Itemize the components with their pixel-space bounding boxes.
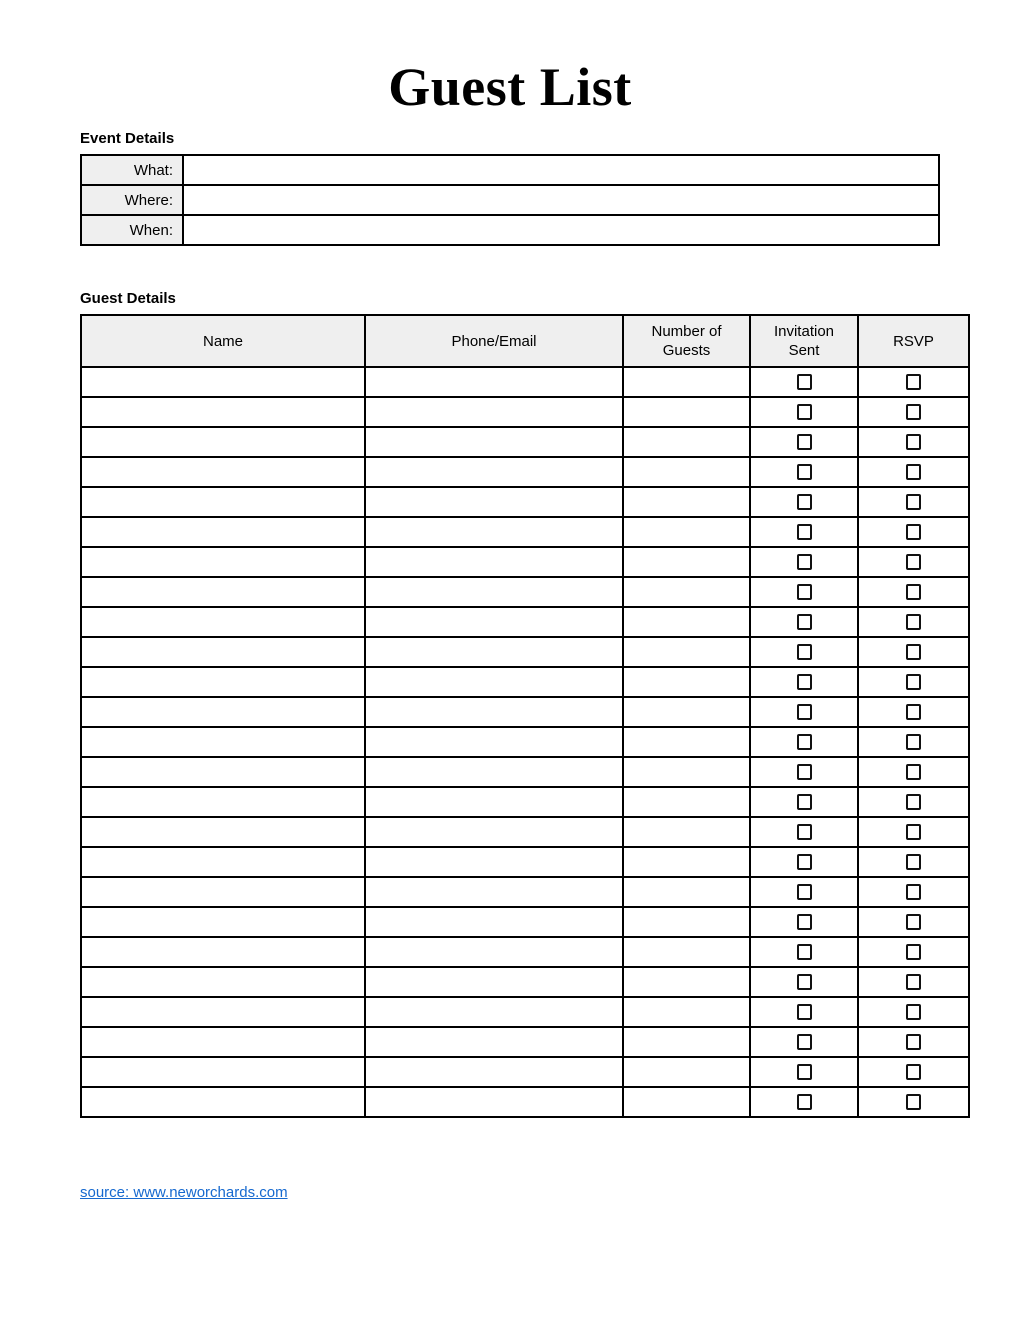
rsvp-checkbox-cell[interactable] xyxy=(858,577,969,607)
checkbox-unchecked-icon[interactable] xyxy=(906,644,921,660)
guests-cell[interactable] xyxy=(623,727,750,757)
table-row xyxy=(81,1027,969,1057)
name-cell[interactable] xyxy=(81,547,365,577)
contact-cell[interactable] xyxy=(365,937,623,967)
table-row xyxy=(81,907,969,937)
rsvp-checkbox-cell[interactable] xyxy=(858,817,969,847)
contact-cell[interactable] xyxy=(365,397,623,427)
rsvp-checkbox-cell[interactable] xyxy=(858,1027,969,1057)
table-row xyxy=(81,877,969,907)
table-row xyxy=(81,817,969,847)
rsvp-checkbox-cell[interactable] xyxy=(858,397,969,427)
name-cell[interactable] xyxy=(81,697,365,727)
rsvp-checkbox-cell[interactable] xyxy=(858,457,969,487)
contact-cell[interactable] xyxy=(365,1027,623,1057)
event-details-table xyxy=(80,154,940,246)
name-cell[interactable] xyxy=(81,907,365,937)
invite-checkbox-cell[interactable] xyxy=(750,547,858,577)
guests-cell[interactable] xyxy=(623,1057,750,1087)
contact-cell[interactable] xyxy=(365,817,623,847)
contact-cell[interactable] xyxy=(365,457,623,487)
name-cell[interactable] xyxy=(81,637,365,667)
invite-checkbox-cell[interactable] xyxy=(750,787,858,817)
checkbox-unchecked-icon[interactable] xyxy=(797,1034,812,1050)
contact-cell[interactable] xyxy=(365,787,623,817)
name-cell[interactable] xyxy=(81,877,365,907)
table-row xyxy=(81,1087,969,1117)
event-detail-row xyxy=(81,155,939,185)
table-row xyxy=(81,517,969,547)
source-link[interactable]: source: www.neworchards.com xyxy=(80,1184,288,1201)
invite-checkbox-cell[interactable] xyxy=(750,967,858,997)
checkbox-unchecked-icon[interactable] xyxy=(797,494,812,510)
table-row xyxy=(81,667,969,697)
guest-table-header-rsvp: RSVP xyxy=(858,315,969,367)
checkbox-unchecked-icon[interactable] xyxy=(906,614,921,630)
checkbox-unchecked-icon[interactable] xyxy=(906,854,921,870)
guests-cell[interactable] xyxy=(623,877,750,907)
rsvp-checkbox-cell[interactable] xyxy=(858,967,969,997)
event-detail-row xyxy=(81,215,939,245)
table-row xyxy=(81,757,969,787)
guests-cell[interactable] xyxy=(623,577,750,607)
event-details-heading: Event Details xyxy=(80,130,175,147)
name-cell[interactable] xyxy=(81,1087,365,1117)
table-row xyxy=(81,637,969,667)
contact-cell[interactable] xyxy=(365,967,623,997)
table-row xyxy=(81,997,969,1027)
guest-details-table xyxy=(80,314,970,1118)
table-row xyxy=(81,1057,969,1087)
table-row xyxy=(81,937,969,967)
guests-cell[interactable] xyxy=(623,397,750,427)
contact-cell[interactable] xyxy=(365,367,623,397)
guests-cell[interactable] xyxy=(623,1027,750,1057)
checkbox-unchecked-icon[interactable] xyxy=(797,1064,812,1080)
invite-checkbox-cell[interactable] xyxy=(750,847,858,877)
name-cell[interactable] xyxy=(81,367,365,397)
table-row xyxy=(81,847,969,877)
table-row xyxy=(81,697,969,727)
guests-cell[interactable] xyxy=(623,817,750,847)
checkbox-unchecked-icon[interactable] xyxy=(797,974,812,990)
name-cell[interactable] xyxy=(81,967,365,997)
rsvp-checkbox-cell[interactable] xyxy=(858,697,969,727)
table-row xyxy=(81,727,969,757)
name-cell[interactable] xyxy=(81,607,365,637)
guests-cell[interactable] xyxy=(623,427,750,457)
guests-cell[interactable] xyxy=(623,517,750,547)
invite-checkbox-cell[interactable] xyxy=(750,457,858,487)
invite-checkbox-cell[interactable] xyxy=(750,937,858,967)
invite-checkbox-cell[interactable] xyxy=(750,757,858,787)
invite-checkbox-cell[interactable] xyxy=(750,487,858,517)
rsvp-checkbox-cell[interactable] xyxy=(858,667,969,697)
invite-checkbox-cell[interactable] xyxy=(750,637,858,667)
checkbox-unchecked-icon[interactable] xyxy=(906,524,921,540)
contact-cell[interactable] xyxy=(365,667,623,697)
guests-cell[interactable] xyxy=(623,667,750,697)
checkbox-unchecked-icon[interactable] xyxy=(906,974,921,990)
name-cell[interactable] xyxy=(81,817,365,847)
name-cell[interactable] xyxy=(81,667,365,697)
invite-checkbox-cell[interactable] xyxy=(750,1027,858,1057)
rsvp-checkbox-cell[interactable] xyxy=(858,367,969,397)
checkbox-unchecked-icon[interactable] xyxy=(906,824,921,840)
rsvp-checkbox-cell[interactable] xyxy=(858,997,969,1027)
checkbox-unchecked-icon[interactable] xyxy=(797,644,812,660)
guests-cell[interactable] xyxy=(623,937,750,967)
guests-cell[interactable] xyxy=(623,847,750,877)
checkbox-unchecked-icon[interactable] xyxy=(906,674,921,690)
checkbox-unchecked-icon[interactable] xyxy=(906,1034,921,1050)
checkbox-unchecked-icon[interactable] xyxy=(797,884,812,900)
invite-checkbox-cell[interactable] xyxy=(750,667,858,697)
invite-checkbox-cell[interactable] xyxy=(750,877,858,907)
contact-cell[interactable] xyxy=(365,877,623,907)
rsvp-checkbox-cell[interactable] xyxy=(858,427,969,457)
checkbox-unchecked-icon[interactable] xyxy=(797,914,812,930)
event-detail-value-field[interactable] xyxy=(183,155,939,185)
rsvp-checkbox-cell[interactable] xyxy=(858,1087,969,1117)
checkbox-unchecked-icon[interactable] xyxy=(906,794,921,810)
checkbox-unchecked-icon[interactable] xyxy=(797,584,812,600)
rsvp-checkbox-cell[interactable] xyxy=(858,787,969,817)
guests-cell[interactable] xyxy=(623,697,750,727)
guests-cell[interactable] xyxy=(623,757,750,787)
contact-cell[interactable] xyxy=(365,517,623,547)
checkbox-unchecked-icon[interactable] xyxy=(797,464,812,480)
rsvp-checkbox-cell[interactable] xyxy=(858,757,969,787)
checkbox-unchecked-icon[interactable] xyxy=(906,494,921,510)
checkbox-unchecked-icon[interactable] xyxy=(797,374,812,390)
event-details-body xyxy=(81,155,939,245)
guest-table-head xyxy=(81,315,969,367)
name-cell[interactable] xyxy=(81,517,365,547)
checkbox-unchecked-icon[interactable] xyxy=(906,764,921,780)
checkbox-unchecked-icon[interactable] xyxy=(906,584,921,600)
invite-checkbox-cell[interactable] xyxy=(750,397,858,427)
guest-table-header-guests: Number of Guests xyxy=(623,315,750,367)
checkbox-unchecked-icon[interactable] xyxy=(906,434,921,450)
guests-cell[interactable] xyxy=(623,367,750,397)
guests-cell[interactable] xyxy=(623,547,750,577)
table-row xyxy=(81,487,969,517)
checkbox-unchecked-icon[interactable] xyxy=(906,554,921,570)
checkbox-unchecked-icon[interactable] xyxy=(797,1004,812,1020)
contact-cell[interactable] xyxy=(365,607,623,637)
invite-checkbox-cell[interactable] xyxy=(750,907,858,937)
guest-table-body xyxy=(81,367,969,1117)
checkbox-unchecked-icon[interactable] xyxy=(797,944,812,960)
checkbox-unchecked-icon[interactable] xyxy=(797,554,812,570)
rsvp-checkbox-cell[interactable] xyxy=(858,607,969,637)
contact-cell[interactable] xyxy=(365,547,623,577)
rsvp-checkbox-cell[interactable] xyxy=(858,937,969,967)
guest-table-header-contact: Phone/Email xyxy=(365,315,623,367)
invite-checkbox-cell[interactable] xyxy=(750,367,858,397)
invite-checkbox-cell[interactable] xyxy=(750,607,858,637)
table-row xyxy=(81,457,969,487)
guests-cell[interactable] xyxy=(623,787,750,817)
invite-checkbox-cell[interactable] xyxy=(750,1087,858,1117)
checkbox-unchecked-icon[interactable] xyxy=(797,434,812,450)
table-row xyxy=(81,397,969,427)
event-detail-row xyxy=(81,185,939,215)
table-row xyxy=(81,577,969,607)
guests-cell[interactable] xyxy=(623,997,750,1027)
guests-cell[interactable] xyxy=(623,607,750,637)
name-cell[interactable] xyxy=(81,427,365,457)
contact-cell[interactable] xyxy=(365,427,623,457)
invite-checkbox-cell[interactable] xyxy=(750,817,858,847)
checkbox-unchecked-icon[interactable] xyxy=(906,1064,921,1080)
guest-table-header-invite: Invitation Sent xyxy=(750,315,858,367)
name-cell[interactable] xyxy=(81,937,365,967)
checkbox-unchecked-icon[interactable] xyxy=(797,1094,812,1110)
page-title: Guest List xyxy=(388,57,632,117)
table-row xyxy=(81,547,969,577)
invite-checkbox-cell[interactable] xyxy=(750,577,858,607)
checkbox-unchecked-icon[interactable] xyxy=(797,794,812,810)
rsvp-checkbox-cell[interactable] xyxy=(858,727,969,757)
checkbox-unchecked-icon[interactable] xyxy=(906,464,921,480)
event-detail-label: What: xyxy=(81,155,183,185)
guest-details-heading: Guest Details xyxy=(80,290,176,307)
guest-table-header-name: Name xyxy=(81,315,365,367)
checkbox-unchecked-icon[interactable] xyxy=(797,824,812,840)
invite-checkbox-cell[interactable] xyxy=(750,997,858,1027)
rsvp-checkbox-cell[interactable] xyxy=(858,487,969,517)
rsvp-checkbox-cell[interactable] xyxy=(858,547,969,577)
table-row xyxy=(81,607,969,637)
checkbox-unchecked-icon[interactable] xyxy=(797,704,812,720)
checkbox-unchecked-icon[interactable] xyxy=(906,884,921,900)
contact-cell[interactable] xyxy=(365,637,623,667)
name-cell[interactable] xyxy=(81,1027,365,1057)
table-row xyxy=(81,967,969,997)
checkbox-unchecked-icon[interactable] xyxy=(906,374,921,390)
contact-cell[interactable] xyxy=(365,907,623,937)
invite-checkbox-cell[interactable] xyxy=(750,427,858,457)
rsvp-checkbox-cell[interactable] xyxy=(858,1057,969,1087)
checkbox-unchecked-icon[interactable] xyxy=(906,704,921,720)
guests-cell[interactable] xyxy=(623,907,750,937)
name-cell[interactable] xyxy=(81,997,365,1027)
table-row xyxy=(81,367,969,397)
invite-checkbox-cell[interactable] xyxy=(750,517,858,547)
checkbox-unchecked-icon[interactable] xyxy=(906,944,921,960)
name-cell[interactable] xyxy=(81,757,365,787)
name-cell[interactable] xyxy=(81,397,365,427)
guests-cell[interactable] xyxy=(623,457,750,487)
checkbox-unchecked-icon[interactable] xyxy=(797,734,812,750)
event-detail-value-field[interactable] xyxy=(183,185,939,215)
checkbox-unchecked-icon[interactable] xyxy=(797,674,812,690)
guests-cell[interactable] xyxy=(623,637,750,667)
name-cell[interactable] xyxy=(81,1057,365,1087)
checkbox-unchecked-icon[interactable] xyxy=(797,404,812,420)
guests-cell[interactable] xyxy=(623,967,750,997)
table-row xyxy=(81,427,969,457)
guests-cell[interactable] xyxy=(623,1087,750,1117)
guest-table-header-row xyxy=(81,315,969,367)
contact-cell[interactable] xyxy=(365,487,623,517)
contact-cell[interactable] xyxy=(365,1057,623,1087)
invite-checkbox-cell[interactable] xyxy=(750,1057,858,1087)
event-detail-label: Where: xyxy=(81,185,183,215)
contact-cell[interactable] xyxy=(365,997,623,1027)
contact-cell[interactable] xyxy=(365,577,623,607)
name-cell[interactable] xyxy=(81,727,365,757)
contact-cell[interactable] xyxy=(365,697,623,727)
checkbox-unchecked-icon[interactable] xyxy=(906,404,921,420)
checkbox-unchecked-icon[interactable] xyxy=(797,614,812,630)
checkbox-unchecked-icon[interactable] xyxy=(906,914,921,930)
checkbox-unchecked-icon[interactable] xyxy=(906,734,921,750)
checkbox-unchecked-icon[interactable] xyxy=(906,1094,921,1110)
checkbox-unchecked-icon[interactable] xyxy=(797,854,812,870)
guests-cell[interactable] xyxy=(623,487,750,517)
contact-cell[interactable] xyxy=(365,1087,623,1117)
rsvp-checkbox-cell[interactable] xyxy=(858,847,969,877)
contact-cell[interactable] xyxy=(365,757,623,787)
rsvp-checkbox-cell[interactable] xyxy=(858,907,969,937)
event-detail-label: When: xyxy=(81,215,183,245)
table-row xyxy=(81,787,969,817)
invite-checkbox-cell[interactable] xyxy=(750,697,858,727)
name-cell[interactable] xyxy=(81,787,365,817)
checkbox-unchecked-icon[interactable] xyxy=(906,1004,921,1020)
checkbox-unchecked-icon[interactable] xyxy=(797,764,812,780)
contact-cell[interactable] xyxy=(365,847,623,877)
name-cell[interactable] xyxy=(81,457,365,487)
name-cell[interactable] xyxy=(81,577,365,607)
name-cell[interactable] xyxy=(81,847,365,877)
rsvp-checkbox-cell[interactable] xyxy=(858,517,969,547)
rsvp-checkbox-cell[interactable] xyxy=(858,637,969,667)
contact-cell[interactable] xyxy=(365,727,623,757)
event-detail-value-field[interactable] xyxy=(183,215,939,245)
checkbox-unchecked-icon[interactable] xyxy=(797,524,812,540)
name-cell[interactable] xyxy=(81,487,365,517)
rsvp-checkbox-cell[interactable] xyxy=(858,877,969,907)
invite-checkbox-cell[interactable] xyxy=(750,727,858,757)
